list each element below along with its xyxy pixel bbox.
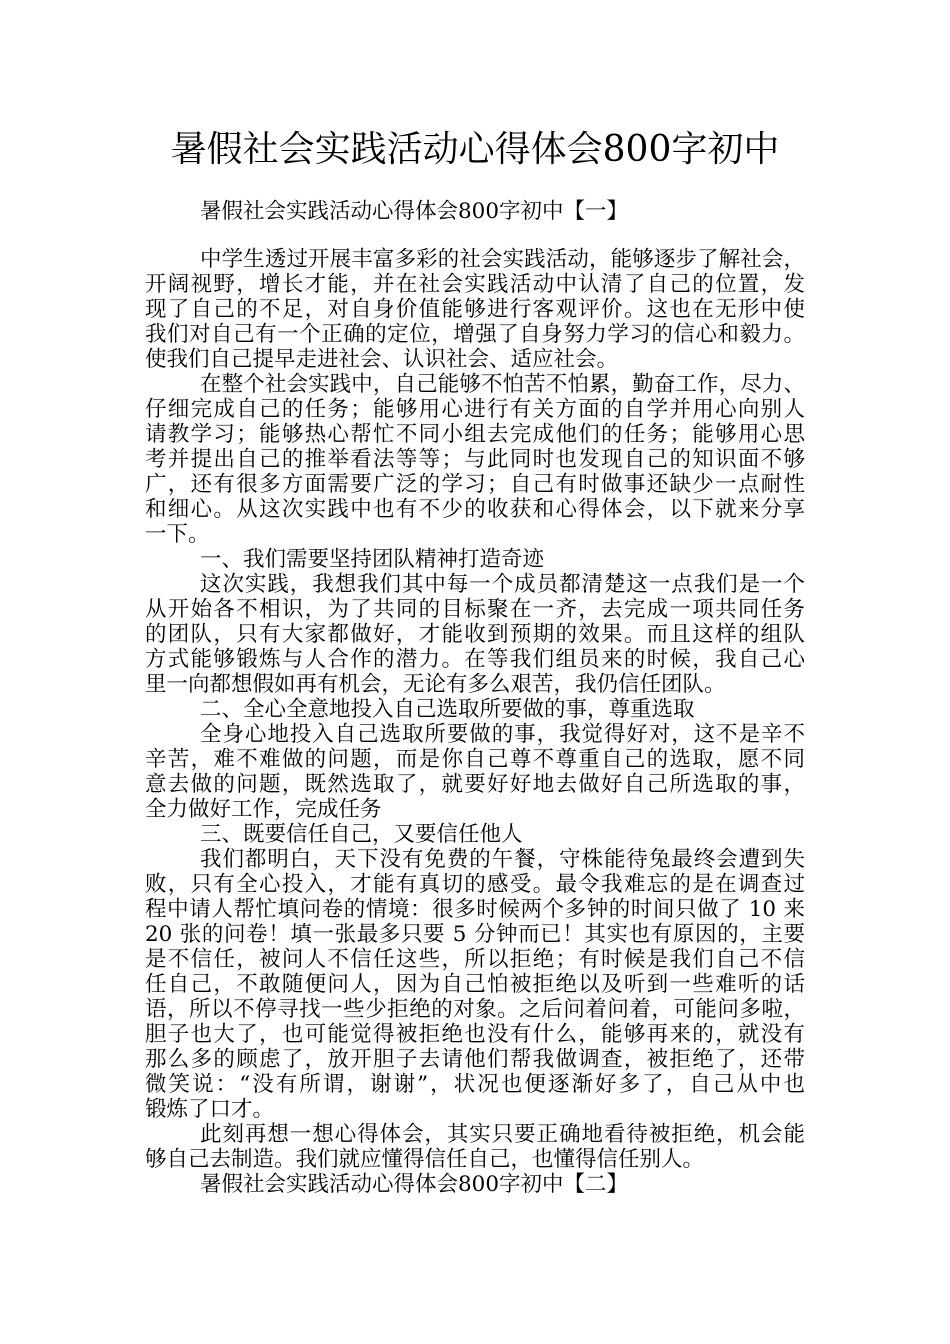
body-text-line: 一、我们需要坚持团队精神打造奇迹 [200,547,545,572]
body-text-line: 够自己去制造。我们就应懂得信任自己，也懂得信任别人。 [145,1147,705,1172]
body-text-line: 胆子也大了，也可能觉得被拒绝也没有什么，能够再来的，就没有 [145,1022,805,1047]
body-text-line: 我们对自己有一个正确的定位，增强了自身努力学习的信心和毅力。 [145,322,805,347]
body-text-line: 中学生透过开展丰富多彩的社会实践活动，能够逐步了解社会， [200,247,805,272]
document-title: 暑假社会实践活动心得体会800字初中 [170,129,780,170]
body-text-line: 一下。 [145,522,210,547]
body-text-line: 考并提出自己的推举看法等等；与此同时也发现自己的知识面不够 [145,447,805,472]
body-text-line: 暑假社会实践活动心得体会800字初中【二】 [200,1172,629,1197]
body-text-line: 此刻再想一想心得体会，其实只要正确地看待被拒绝，机会能 [200,1122,805,1147]
document-body [145,247,805,1197]
section-heading-one: 暑假社会实践活动心得体会800字初中【一】 [200,199,629,224]
body-text-line: 是不信任，被问人不信任这些，所以拒绝；有时候是我们自己不信 [145,947,805,972]
body-text-line: 任自己，不敢随便问人，因为自己怕被拒绝以及听到一些难听的话 [145,972,805,997]
body-text-line: 里一向都想假如再有机会，无论有多么艰苦，我仍信任团队。 [145,672,726,697]
body-text-line: 的团队，只有大家都做好，才能收到预期的效果。而且这样的组队 [145,622,805,647]
body-text-line: 请教学习；能够热心帮忙不同小组去完成他们的任务；能够用心思 [145,422,805,447]
body-text-line: 意去做的问题，既然选取了，就要好好地去做好自己所选取的事， [145,772,805,797]
body-text-line: 辛苦，难不难做的问题，而是你自己尊不尊重自己的选取，愿不同 [145,747,805,772]
body-text-line: 开阔视野，增长才能，并在社会实践活动中认清了自己的位置，发 [145,272,805,297]
body-text-line: 这次实践，我想我们其中每一个成员都清楚这一点我们是一个 [200,572,805,597]
body-text-line: 全力做好工作，完成任务 [145,797,382,822]
body-text-line: 程中请人帮忙填问卷的情境：很多时候两个多钟的时间只做了 10 来 [145,897,805,922]
body-text-line: 三、既要信任自己，又要信任他人 [200,822,523,847]
body-text-line: 二、全心全意地投入自己选取所要做的事，尊重选取 [200,697,695,722]
body-text-line: 全身心地投入自己选取所要做的事，我觉得好对，这不是辛不 [200,722,805,747]
body-text-line: 从开始各不相识，为了共同的目标聚在一齐，去完成一项共同任务 [145,597,805,622]
body-text-line: 和细心。从这次实践中也有不少的收获和心得体会，以下就来分享 [145,497,805,522]
body-text-line: 20 张的问卷！填一张最多只要 5 分钟而已！其实也有原因的，主要 [145,922,805,947]
body-text-line: 在整个社会实践中，自己能够不怕苦不怕累，勤奋工作，尽力、 [200,372,805,397]
body-text-line: 微笑说：“没有所谓，谢谢”，状况也便逐渐好多了，自己从中也 [145,1072,805,1097]
body-text-line: 使我们自己提早走进社会、认识社会、适应社会。 [145,347,619,372]
body-text-line: 锻炼了口才。 [145,1097,275,1122]
body-text-line: 我们都明白，天下没有免费的午餐，守株能待兔最终会遭到失 [200,847,805,872]
body-text-line: 仔细完成自己的任务；能够用心进行有关方面的自学并用心向别人 [145,397,805,422]
body-text-line: 现了自己的不足，对自身价值能够进行客观评价。这也在无形中使 [145,297,805,322]
body-text-line: 语，所以不停寻找一些少拒绝的对象。之后问着问着，可能问多啦， [145,997,805,1022]
body-text-line: 那么多的顾虑了，放开胆子去请他们帮我做调查，被拒绝了，还带 [145,1047,805,1072]
body-text-line: 广，还有很多方面需要广泛的学习；自己有时做事还缺少一点耐性 [145,472,805,497]
body-text-line: 方式能够锻炼与人合作的潜力。在等我们组员来的时候，我自己心 [145,647,805,672]
body-text-line: 败，只有全心投入，才能有真切的感受。最令我难忘的是在调查过 [145,872,805,897]
